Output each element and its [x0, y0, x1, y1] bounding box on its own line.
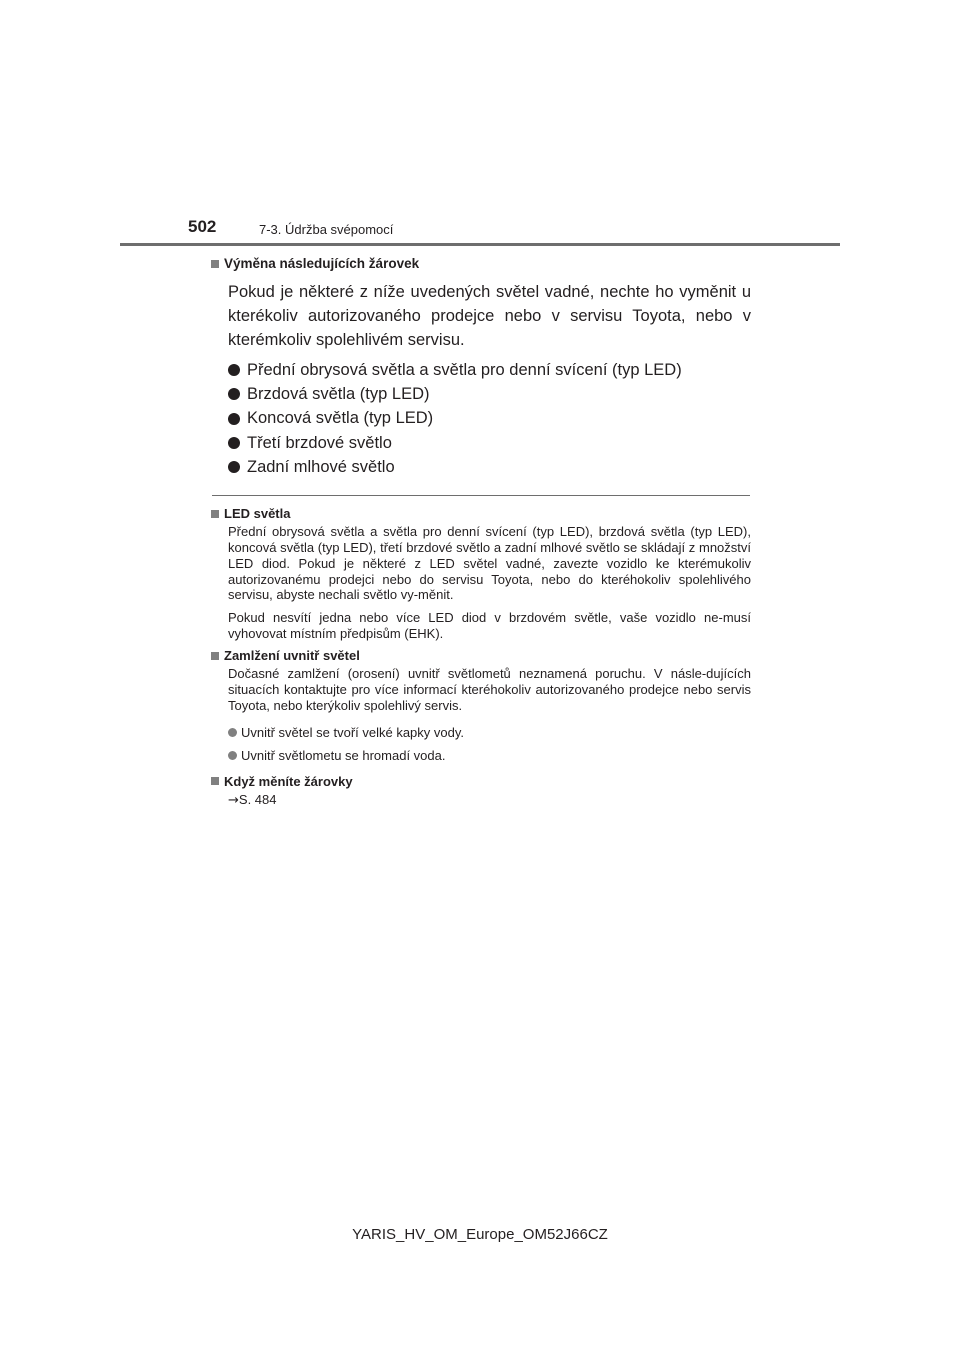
main-heading-text: Výměna následujících žárovek: [224, 256, 420, 271]
list-item: [228, 744, 751, 767]
list-item-text: Přední obrysová světla a světla pro denní svícení (typ LED): [247, 360, 682, 379]
page-reference[interactable]: [228, 792, 751, 809]
bullet-icon: [228, 461, 240, 473]
note-heading-text: Když měníte žárovky: [224, 773, 353, 789]
list-item: [228, 358, 751, 382]
arrow-right-icon: →: [228, 792, 239, 808]
list-item: [228, 407, 751, 431]
note-heading-bulbs: [211, 774, 751, 789]
bullet-icon: [228, 364, 240, 376]
bullet-icon: [228, 413, 240, 425]
note-heading-text: Zamlžení uvnitř světel: [224, 648, 360, 664]
note-paragraph: Přední obrysová světla a světla pro denní svícení (typ LED), brzdová světla (typ LED), koncová světla (typ LED), třetí brzdové světlo a zadní mlhové světlo se skládají z množství LED diod. Pokud je některé z LED světel vadné, zavezte vozidlo ke kterémukoliv autorizovanému prodejci nebo do servisu Toyota, nebo do kteréhokoliv spolehlivého servisu, abyste nechali světlo vy-měnit.: [228, 524, 751, 603]
list-item-text: Uvnitř světlometu se hromadí voda.: [241, 747, 446, 763]
notes-section: [211, 506, 751, 808]
list-item-text: Zadní mlhové světlo: [247, 457, 395, 476]
square-bullet-icon: [211, 777, 219, 785]
list-item-text: Koncová světla (typ LED): [247, 409, 434, 428]
square-bullet-icon: [211, 652, 219, 660]
list-item: [228, 431, 751, 455]
list-item: [228, 382, 751, 406]
square-bullet-icon: [211, 510, 219, 518]
content-divider: [212, 495, 750, 496]
bullet-icon: [228, 437, 240, 449]
section-title: 7-3. Údržba svépomocí: [259, 222, 394, 237]
page-content: [211, 253, 751, 808]
document-id: YARIS_HV_OM_Europe_OM52J66CZ: [352, 1226, 608, 1243]
header-divider: [120, 243, 840, 246]
page-reference-text: S. 484: [238, 791, 277, 807]
page-header: [0, 0, 960, 250]
page-number: 502: [188, 217, 217, 236]
list-item: [228, 455, 751, 479]
note-heading-fog: [211, 648, 751, 663]
list-item: [228, 721, 751, 744]
note-paragraph: Dočasné zamlžení (orosení) uvnitř světlometů neznamená poruchu. V násle-dujících situacích kontaktujte pro více informací kteréhokoliv autorizovaného prodejce nebo servis Toyota, nebo kterýkoliv spolehlivý servis.: [228, 666, 751, 713]
note-heading-text: LED světla: [224, 506, 291, 522]
fog-list: [228, 721, 751, 767]
bullet-icon: [228, 388, 240, 400]
bulb-list: [228, 358, 751, 479]
list-item-text: Třetí brzdové světlo: [247, 433, 392, 452]
bullet-icon: [228, 728, 237, 737]
bullet-icon: [228, 751, 237, 760]
note-paragraph: Pokud nesvítí jedna nebo více LED diod v brzdovém světle, vaše vozidlo ne-musí vyhovovat místním předpisům (EHK).: [228, 610, 751, 641]
list-item-text: Brzdová světla (typ LED): [247, 384, 430, 403]
main-heading: [211, 256, 751, 271]
square-bullet-icon: [211, 260, 219, 268]
list-item-text: Uvnitř světel se tvoří velké kapky vody.: [241, 724, 465, 740]
note-heading-led: [211, 506, 751, 521]
main-paragraph: Pokud je některé z níže uvedených světel vadné, nechte ho vyměnit u kterékoliv autorizovaného prodejce nebo v servisu Toyota, nebo v kterémkoliv spolehlivém servisu.: [228, 283, 751, 349]
